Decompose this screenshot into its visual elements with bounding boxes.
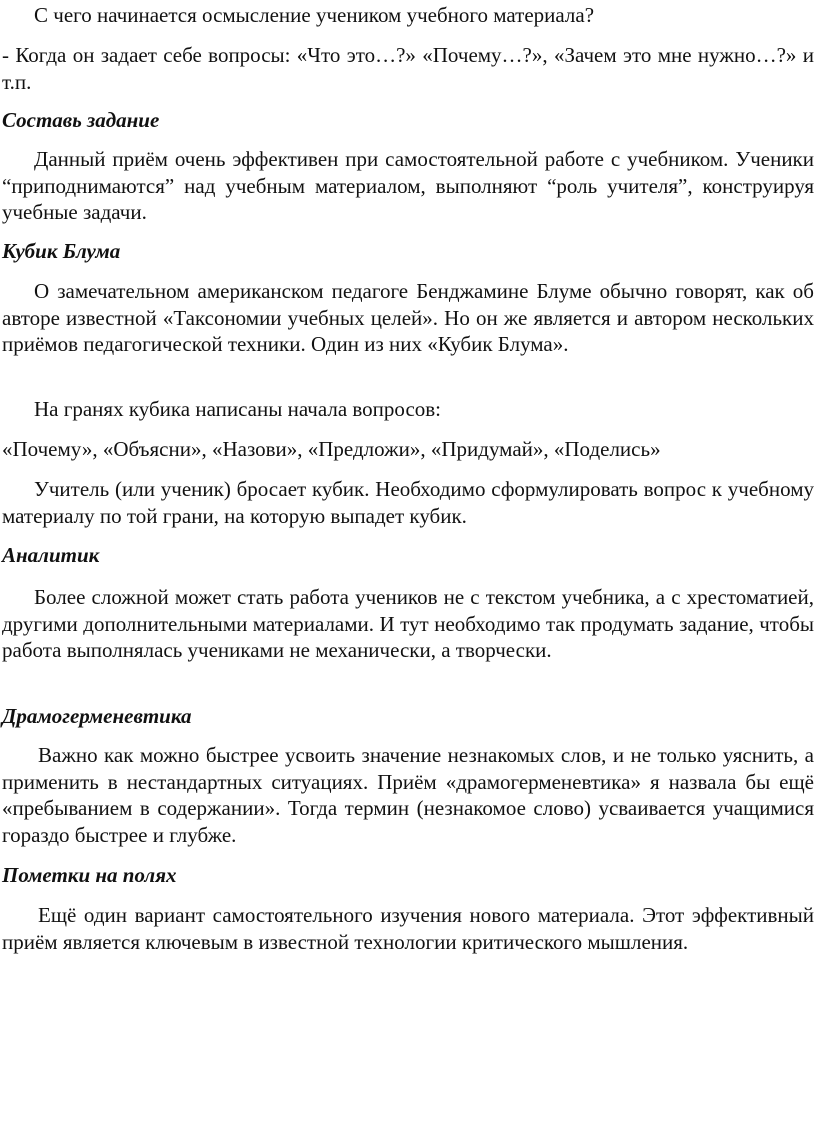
section-body-block	[2, 146, 814, 226]
intro-question: С чего начинается осмысление учеником учебного материала?	[34, 3, 595, 27]
paragraph-bloom-questions: «Почему», «Объясни», «Назови», «Предложи», «Придумай», «Поделись»	[2, 437, 661, 461]
paragraph-dramahermeneutics: Важно как можно быстрее усвоить значение незнакомых слов, и не только уяснить, а применить в нестандартных ситуациях. Приём «драмогерменевтика» я назвала бы ещё «пребыванием в содержании». Тогда термин (незнакомое слово) усваивается учащимися гораздо быстрее и глубже.	[2, 743, 814, 847]
section-body-block	[2, 902, 814, 955]
paragraph-bloom-intro: О замечательном американском педагоге Бенджамине Блуме обычно говорят, как об авторе известной «Таксономии учебных целей». Но он же является и автором нескольких приёмов педагогической техники. Один из них «Кубик Блума».	[2, 279, 814, 356]
section-heading-block	[2, 542, 814, 569]
section-heading-margin-notes: Пометки на полях	[2, 863, 177, 887]
paragraph-analyst: Более сложной может стать работа учеников не с текстом учебника, а с хрестоматией, другими дополнительными материалами. И тут необходимо так продумать задание, чтобы работа выполнялась учениками не механически, а творчески.	[2, 585, 814, 662]
paragraph-compose-task: Данный приём очень эффективен при самостоятельной работе с учебником. Ученики “приподнимаются” над учебным материалом, выполняют “роль учителя”, конструируя учебные задачи.	[2, 147, 814, 224]
intro-answer: - Когда он задает себе вопросы: «Что это…?» «Почему…?», «Зачем это мне нужно…?» и т.п.	[2, 43, 814, 94]
section-heading-compose-task: Составь задание	[2, 108, 160, 132]
section-body-block	[2, 436, 814, 463]
intro-question-block	[2, 2, 814, 29]
intro-answer-block	[2, 42, 814, 95]
section-heading-bloom-cube: Кубик Блума	[2, 239, 121, 263]
paragraph-bloom-rules: Учитель (или ученик) бросает кубик. Необходимо сформулировать вопрос к учебному материалу по той грани, на которую выпадет кубик.	[2, 477, 814, 528]
section-body-block	[2, 584, 814, 664]
section-heading-analyst: Аналитик	[2, 543, 100, 567]
section-heading-dramahermeneutics: Драмогерменевтика	[2, 704, 192, 728]
section-body-block	[2, 396, 814, 423]
paragraph-bloom-faces: На гранях кубика написаны начала вопросов:	[34, 397, 442, 421]
section-heading-block	[2, 238, 814, 265]
section-body-block	[2, 278, 814, 358]
paragraph-margin-notes: Ещё один вариант самостоятельного изучения нового материала. Этот эффективный приём является ключевым в известной технологии критического мышления.	[2, 903, 814, 954]
section-body-block	[2, 742, 814, 848]
section-heading-block	[2, 703, 814, 730]
section-body-block	[2, 476, 814, 529]
section-heading-block	[2, 862, 814, 889]
section-heading-block	[2, 107, 814, 134]
